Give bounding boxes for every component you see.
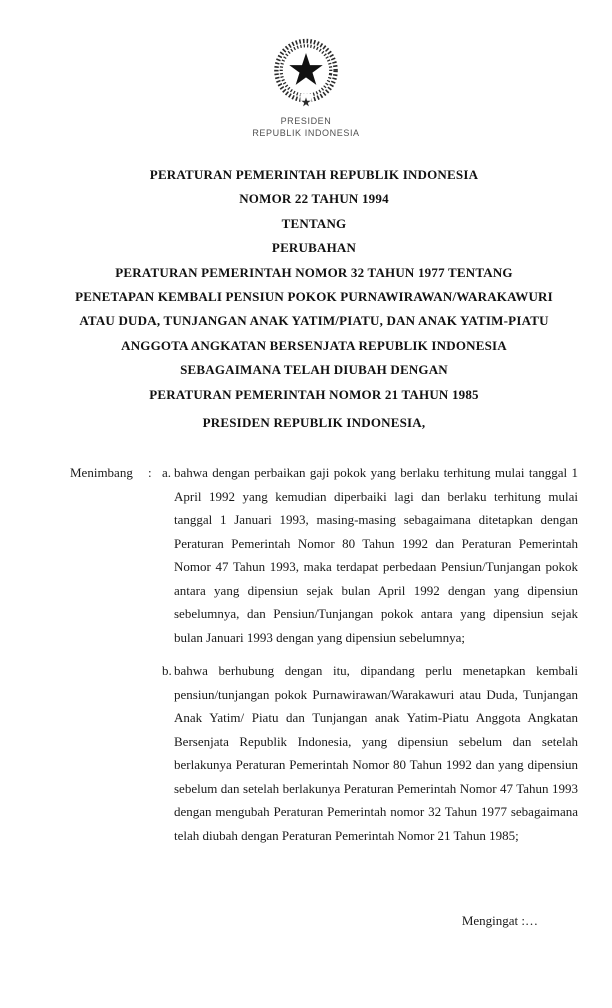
title-line: TENTANG: [281, 215, 347, 231]
spacer: [148, 659, 162, 847]
title-line: PERATURAN PEMERINTAH REPUBLIK INDONESIA: [149, 167, 479, 182]
title-line: PERATURAN PEMERINTAH NOMOR 32 TAHUN 1977 TENTANG: [115, 264, 513, 280]
catchword-mengingat: Mengingat :…: [461, 913, 538, 928]
regulation-title: [34, 163, 594, 407]
title-line: ATAU DUDA, TUNJANGAN ANAK YATIM/PIATU, DAN ANAK YATIM-PIATU: [79, 313, 549, 329]
considerations-section: [70, 461, 578, 847]
considerations-grid: [70, 461, 578, 847]
title-line: PENETAPAN KEMBALI PENSIUN POKOK PURNAWIRAWAN/WARAKAWURI: [75, 289, 553, 305]
seal-label-presiden: PRESIDEN: [280, 116, 332, 126]
seal-label-republik-indonesia: REPUBLIK INDONESIA: [252, 127, 360, 138]
consideration-item-a-text: bahwa dengan perbaikan gaji pokok yang berlaku terhitung mulai tanggal 1 April 1992 yang kemudian diperbaiki lagi dan berlaku terhitung mulai tanggal 1 Januari 1993, masing-masing sebagaimana ditetapkan dengan Peraturan Pemerintah Nomor 80 Tahun 1992 dan Peraturan Pemerintah Nomor 47 Tahun 1993, maka terdapat perbedaan Pensiun/Tunjangan pokok antara yang dipensiun sejak bulan April 1992 dengan yang dipensiun sebelumnya, dan Pensiun/Tunjangan pokok antara yang dipensiun sejak bulan Januari 1993 dengan yang dipensiun sebelumnya;: [174, 465, 578, 645]
considerations-label: Menimbang: [70, 465, 133, 480]
seal-star-icon: [289, 53, 322, 85]
consideration-item-b-marker: b.: [162, 663, 172, 678]
presidential-seal: [0, 33, 612, 139]
title-line: PERUBAHAN: [271, 240, 357, 256]
spacer: [70, 659, 148, 847]
seal-wreath-star-icon: [266, 33, 346, 113]
consideration-item-b-text: bahwa berhubung dengan itu, dipandang perlu menetapkan kembali pensiun/tunjangan pokok Purnawirawan/Warakawuri atau Duda, Tunjangan Anak Yatim/ Piatu dan Tunjangan anak Yatim-Piatu Anggota Angkatan Bersenjata Republik Indonesia, yang dipensiun sebelum dan setelah berlakunya Peraturan Pemerintah Nomor 80 Tahun 1992 dan yang dipensiun sebelum dan setelah berlakunya Peraturan Pemerintah Nomor 47 Tahun 1993 dengan mengubah Peraturan Pemerintah nomor 32 Tahun 1977 sebagaimana telah diubah dengan Peraturan Pemerintah Nomor 21 Tahun 1985;: [174, 663, 578, 843]
consideration-item-a-marker: a.: [162, 465, 172, 480]
title-line: SEBAGAIMANA TELAH DIUBAH DENGAN: [180, 362, 448, 378]
title-line: NOMOR 22 TAHUN 1994: [239, 191, 389, 207]
title-line: ANGGOTA ANGKATAN BERSENJATA REPUBLIK INDONESIA: [121, 337, 507, 353]
salutation: PRESIDEN REPUBLIK INDONESIA,: [202, 415, 426, 430]
title-line: PERATURAN PEMERINTAH NOMOR 21 TAHUN 1985: [149, 386, 479, 402]
considerations-colon: :: [148, 465, 152, 480]
seal-labels: [252, 116, 359, 139]
